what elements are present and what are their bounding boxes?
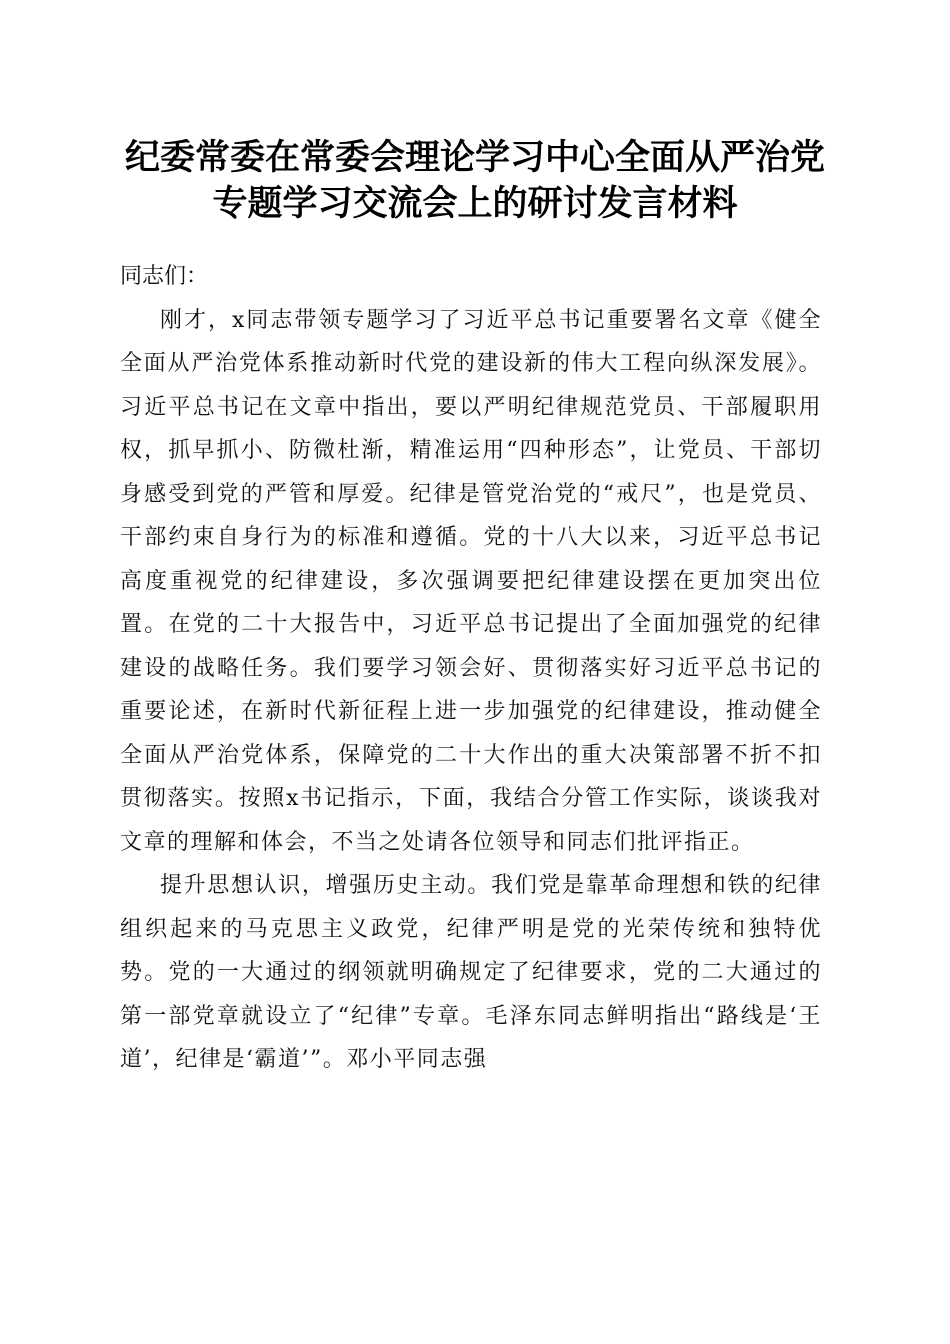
paragraph-2: 提升思想认识，增强历史主动。我们党是靠革命理想和铁的纪律组织起来的马克思主义政党，纪律严明是党的光荣传统和独特优势。党的一大通过的纲领就明确规定了纪律要求，党的二大通过的第一部党章就设立了“纪律”专章。毛泽东同志鲜明指出“路线是‘王道’，纪律是‘霸道’”。邓小平同志强 [120,873,822,1072]
document-title [100,135,850,227]
title-line-1: 纪委常委在常委会理论学习中心全面从严治党 [124,137,825,178]
title-line-2: 专题学习交流会上的研讨发言材料 [212,183,738,224]
document-body [120,255,822,1082]
salutation: 同志们： [120,264,209,289]
paragraph-1: 刚才，x同志带领专题学习了习近平总书记重要署名文章《健全全面从严治党体系推动新时代党的建设新的伟大工程向纵深发展》。习近平总书记在文章中指出，要以严明纪律规范党员、干部履职用权，抓早抓小、防微杜渐，精准运用“四种形态”，让党员、干部切身感受到党的严管和厚爱。纪律是管党治党的“戒尺”，也是党员、干部约束自身行为的标准和遵循。党的十八大以来，习近平总书记高度重视党的纪律建设，多次强调要把纪律建设摆在更加突出位置。在党的二十大报告中，习近平总书记提出了全面加强党的纪律建设的战略任务。我们要学习领会好、贯彻落实好习近平总书记的重要论述，在新时代新征程上进一步加强党的纪律建设，推动健全全面从严治党体系，保障党的二十大作出的重大决策部署不折不扣贯彻落实。按照x书记指示，下面，我结合分管工作实际，谈谈我对文章的理解和体会，不当之处请各位领导和同志们批评指正。 [120,307,822,855]
